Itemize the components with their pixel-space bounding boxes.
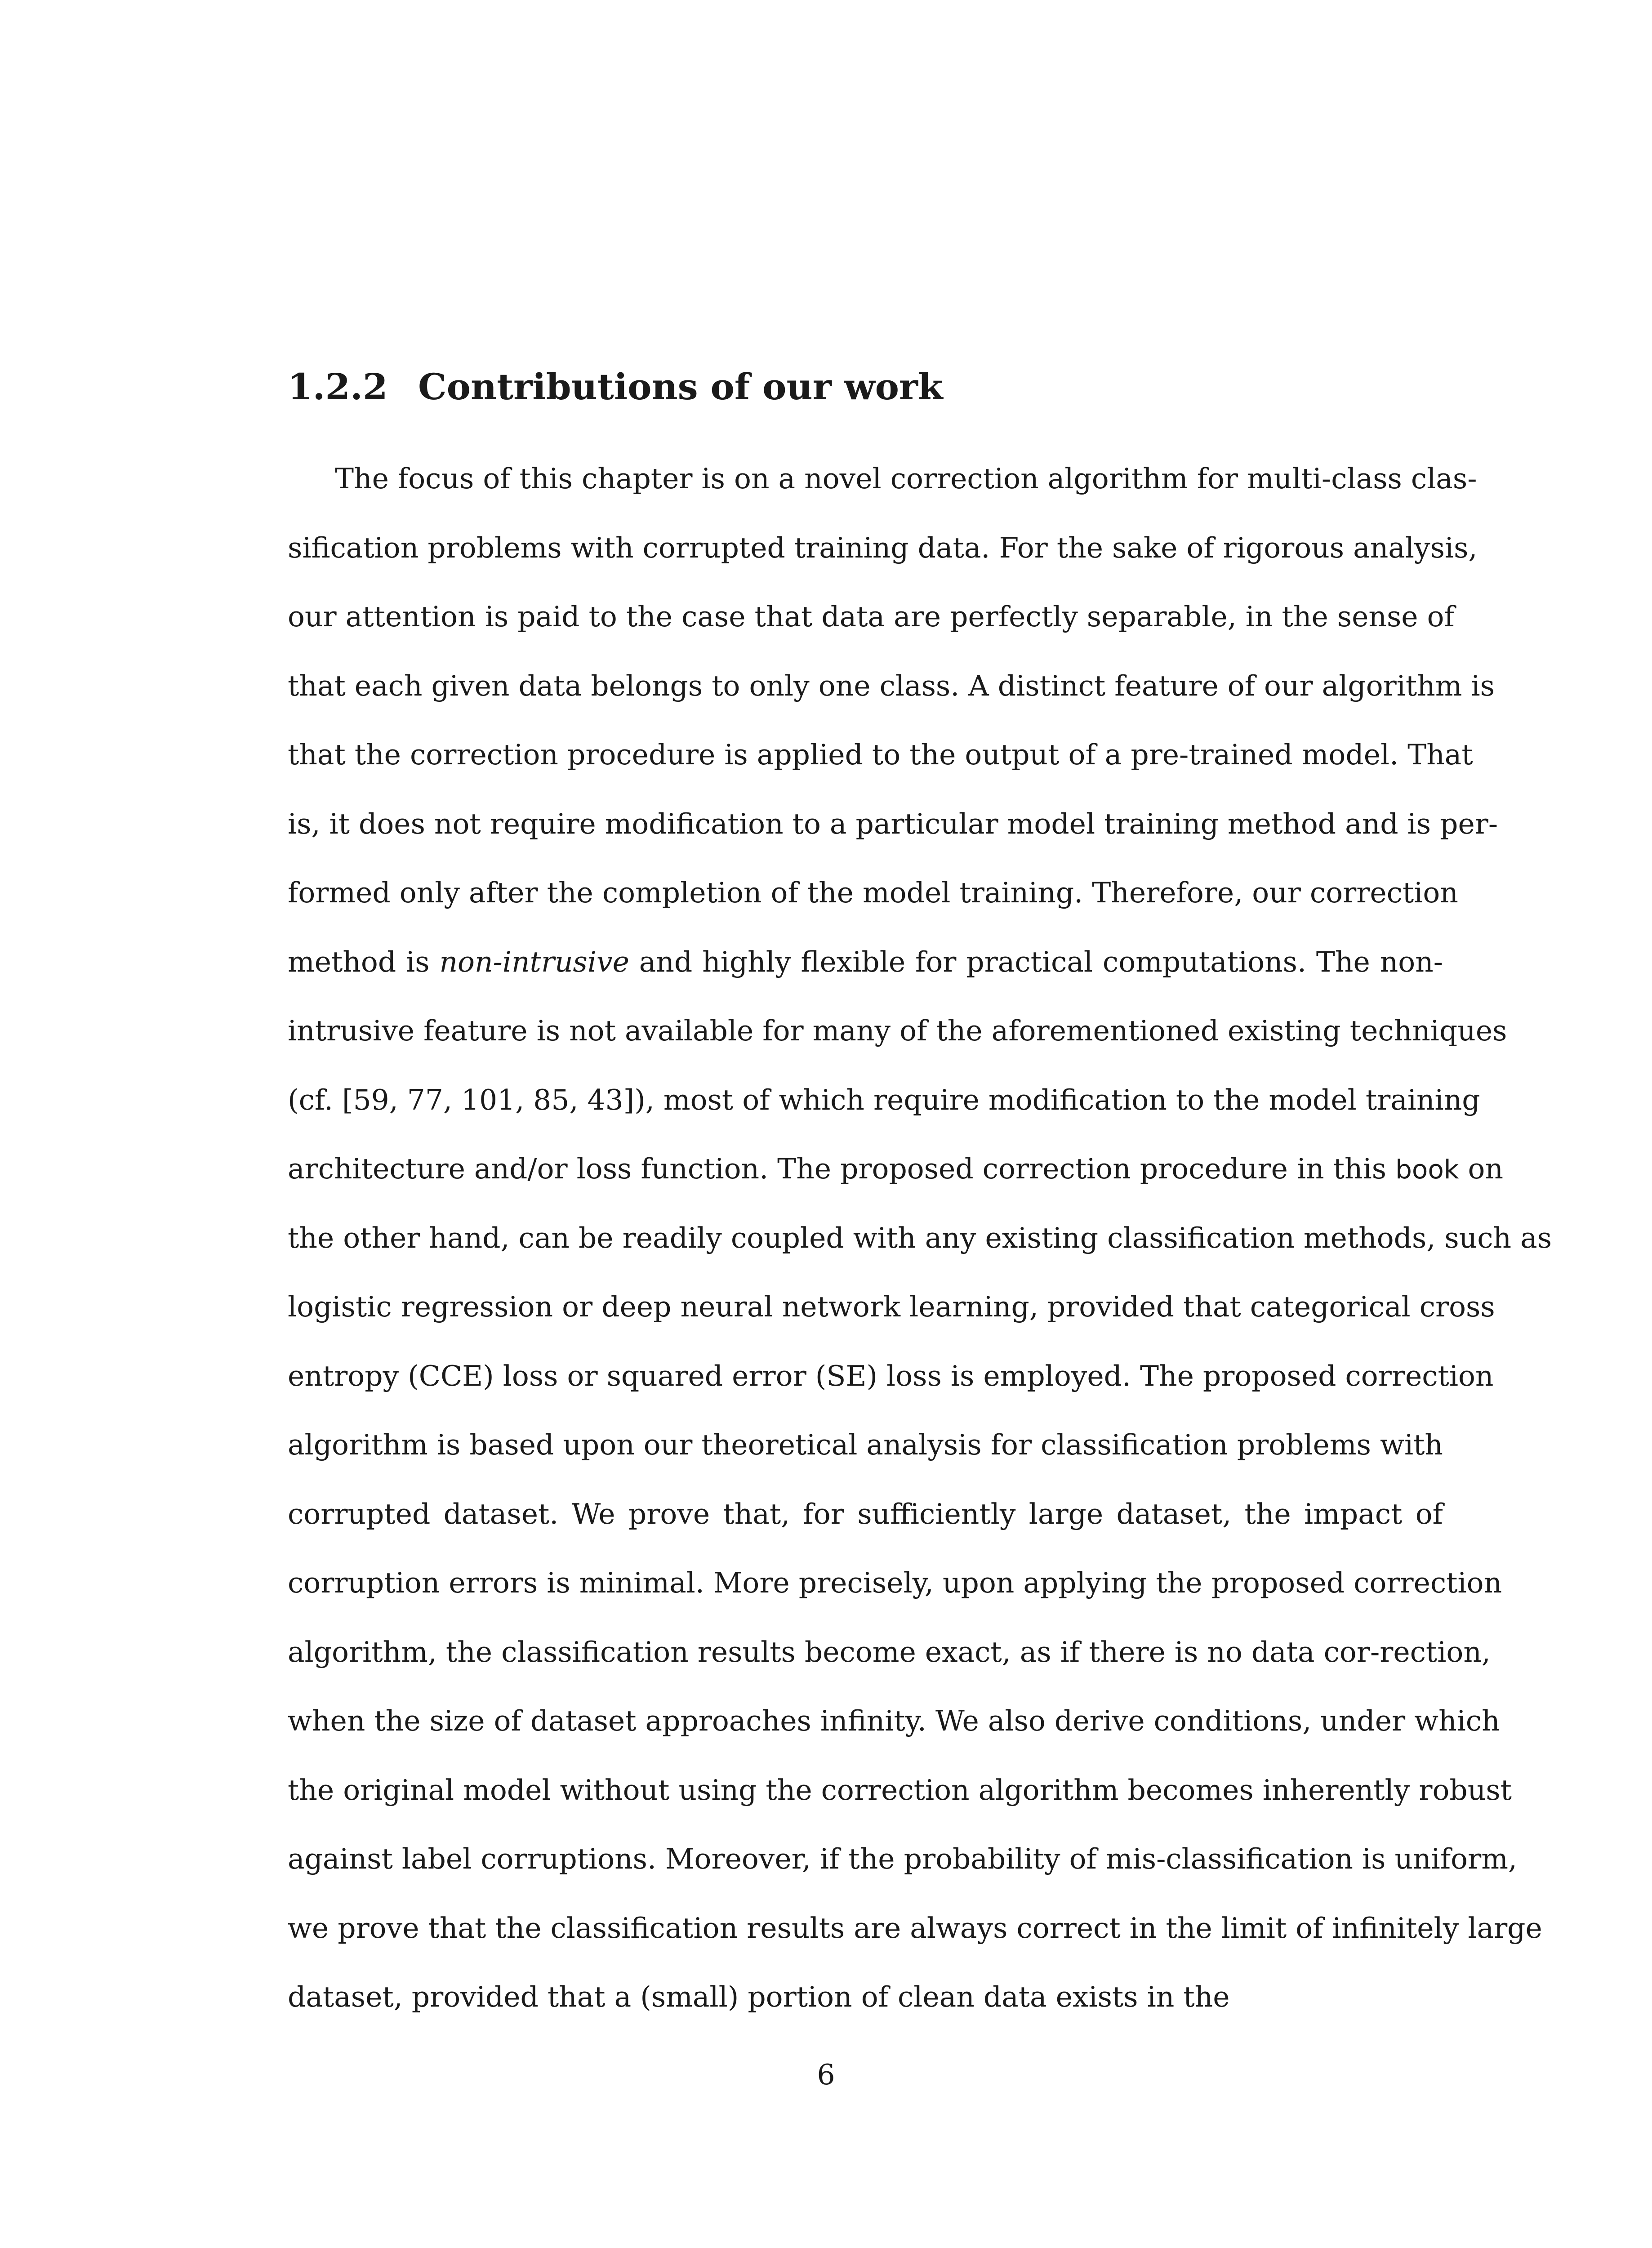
paragraph-line: algorithm, the classification results become exact, as if there is no data cor-rection, (288, 1635, 1491, 1668)
paragraph-line: the other hand, can be readily coupled with any existing classification methods, such as (288, 1221, 1552, 1254)
paragraph-line: algorithm is based upon our theoretical analysis for classification problems with (288, 1428, 1443, 1461)
section-number: 1.2.2 (288, 366, 388, 408)
paragraph-line: corruption errors is minimal. More precisely, upon applying the proposed correction (288, 1566, 1502, 1599)
paragraph-line: The focus of this chapter is on a novel correction algorithm for multi-class clas- (335, 462, 1477, 495)
paragraph-line: architecture and/or loss function. The proposed correction procedure in this book on (288, 1152, 1504, 1185)
section-heading (288, 360, 1456, 414)
paragraph-line: sification problems with corrupted training data. For the sake of rigorous analysis, (288, 531, 1478, 564)
paragraph-line: (cf. [59, 77, 101, 85, 43]), most of which require modification to the model training (288, 1083, 1480, 1116)
paragraph-line: formed only after the completion of the model training. Therefore, our correction (288, 876, 1458, 909)
body-paragraph (288, 454, 1552, 2042)
paragraph-line: when the size of dataset approaches infinity. We also derive conditions, under which (288, 1704, 1500, 1737)
paragraph-line: dataset, provided that a (small) portion of clean data exists in the (288, 1980, 1230, 2013)
paragraph-line: our attention is paid to the case that data are perfectly separable, in the sense of (288, 600, 1455, 633)
paragraph-line: the original model without using the correction algorithm becomes inherently robust (288, 1773, 1512, 1806)
paragraph-line: intrusive feature is not available for many of the aforementioned existing techniques (288, 1014, 1507, 1047)
section-title: Contributions of our work (418, 366, 943, 408)
paragraph-line: is, it does not require modification to a particular model training method and is per- (288, 807, 1498, 840)
paragraph-line: that the correction procedure is applied to the output of a pre-trained model. That (288, 738, 1473, 771)
sans-serif-word: book (1395, 1154, 1459, 1185)
paragraph-line: logistic regression or deep neural network learning, provided that categorical cross (288, 1290, 1495, 1323)
paragraph-line: method is non-intrusive and highly flexible for practical computations. The non- (288, 945, 1443, 978)
paragraph-line: against label corruptions. Moreover, if the probability of mis-classification is uniform, (288, 1842, 1517, 1875)
paragraph-line: that each given data belongs to only one class. A distinct feature of our algorithm is (288, 669, 1495, 702)
paragraph-line: we prove that the classification results are always correct in the limit of infinitely large (288, 1911, 1542, 1945)
emphasized-term: non-intrusive (439, 945, 629, 978)
paragraph-line: corrupted dataset. We prove that, for sufficiently large dataset, the impact of (288, 1497, 1443, 1530)
paragraph-line: entropy (CCE) loss or squared error (SE) loss is employed. The proposed correction (288, 1359, 1494, 1392)
page-number: 6 (817, 2058, 835, 2091)
